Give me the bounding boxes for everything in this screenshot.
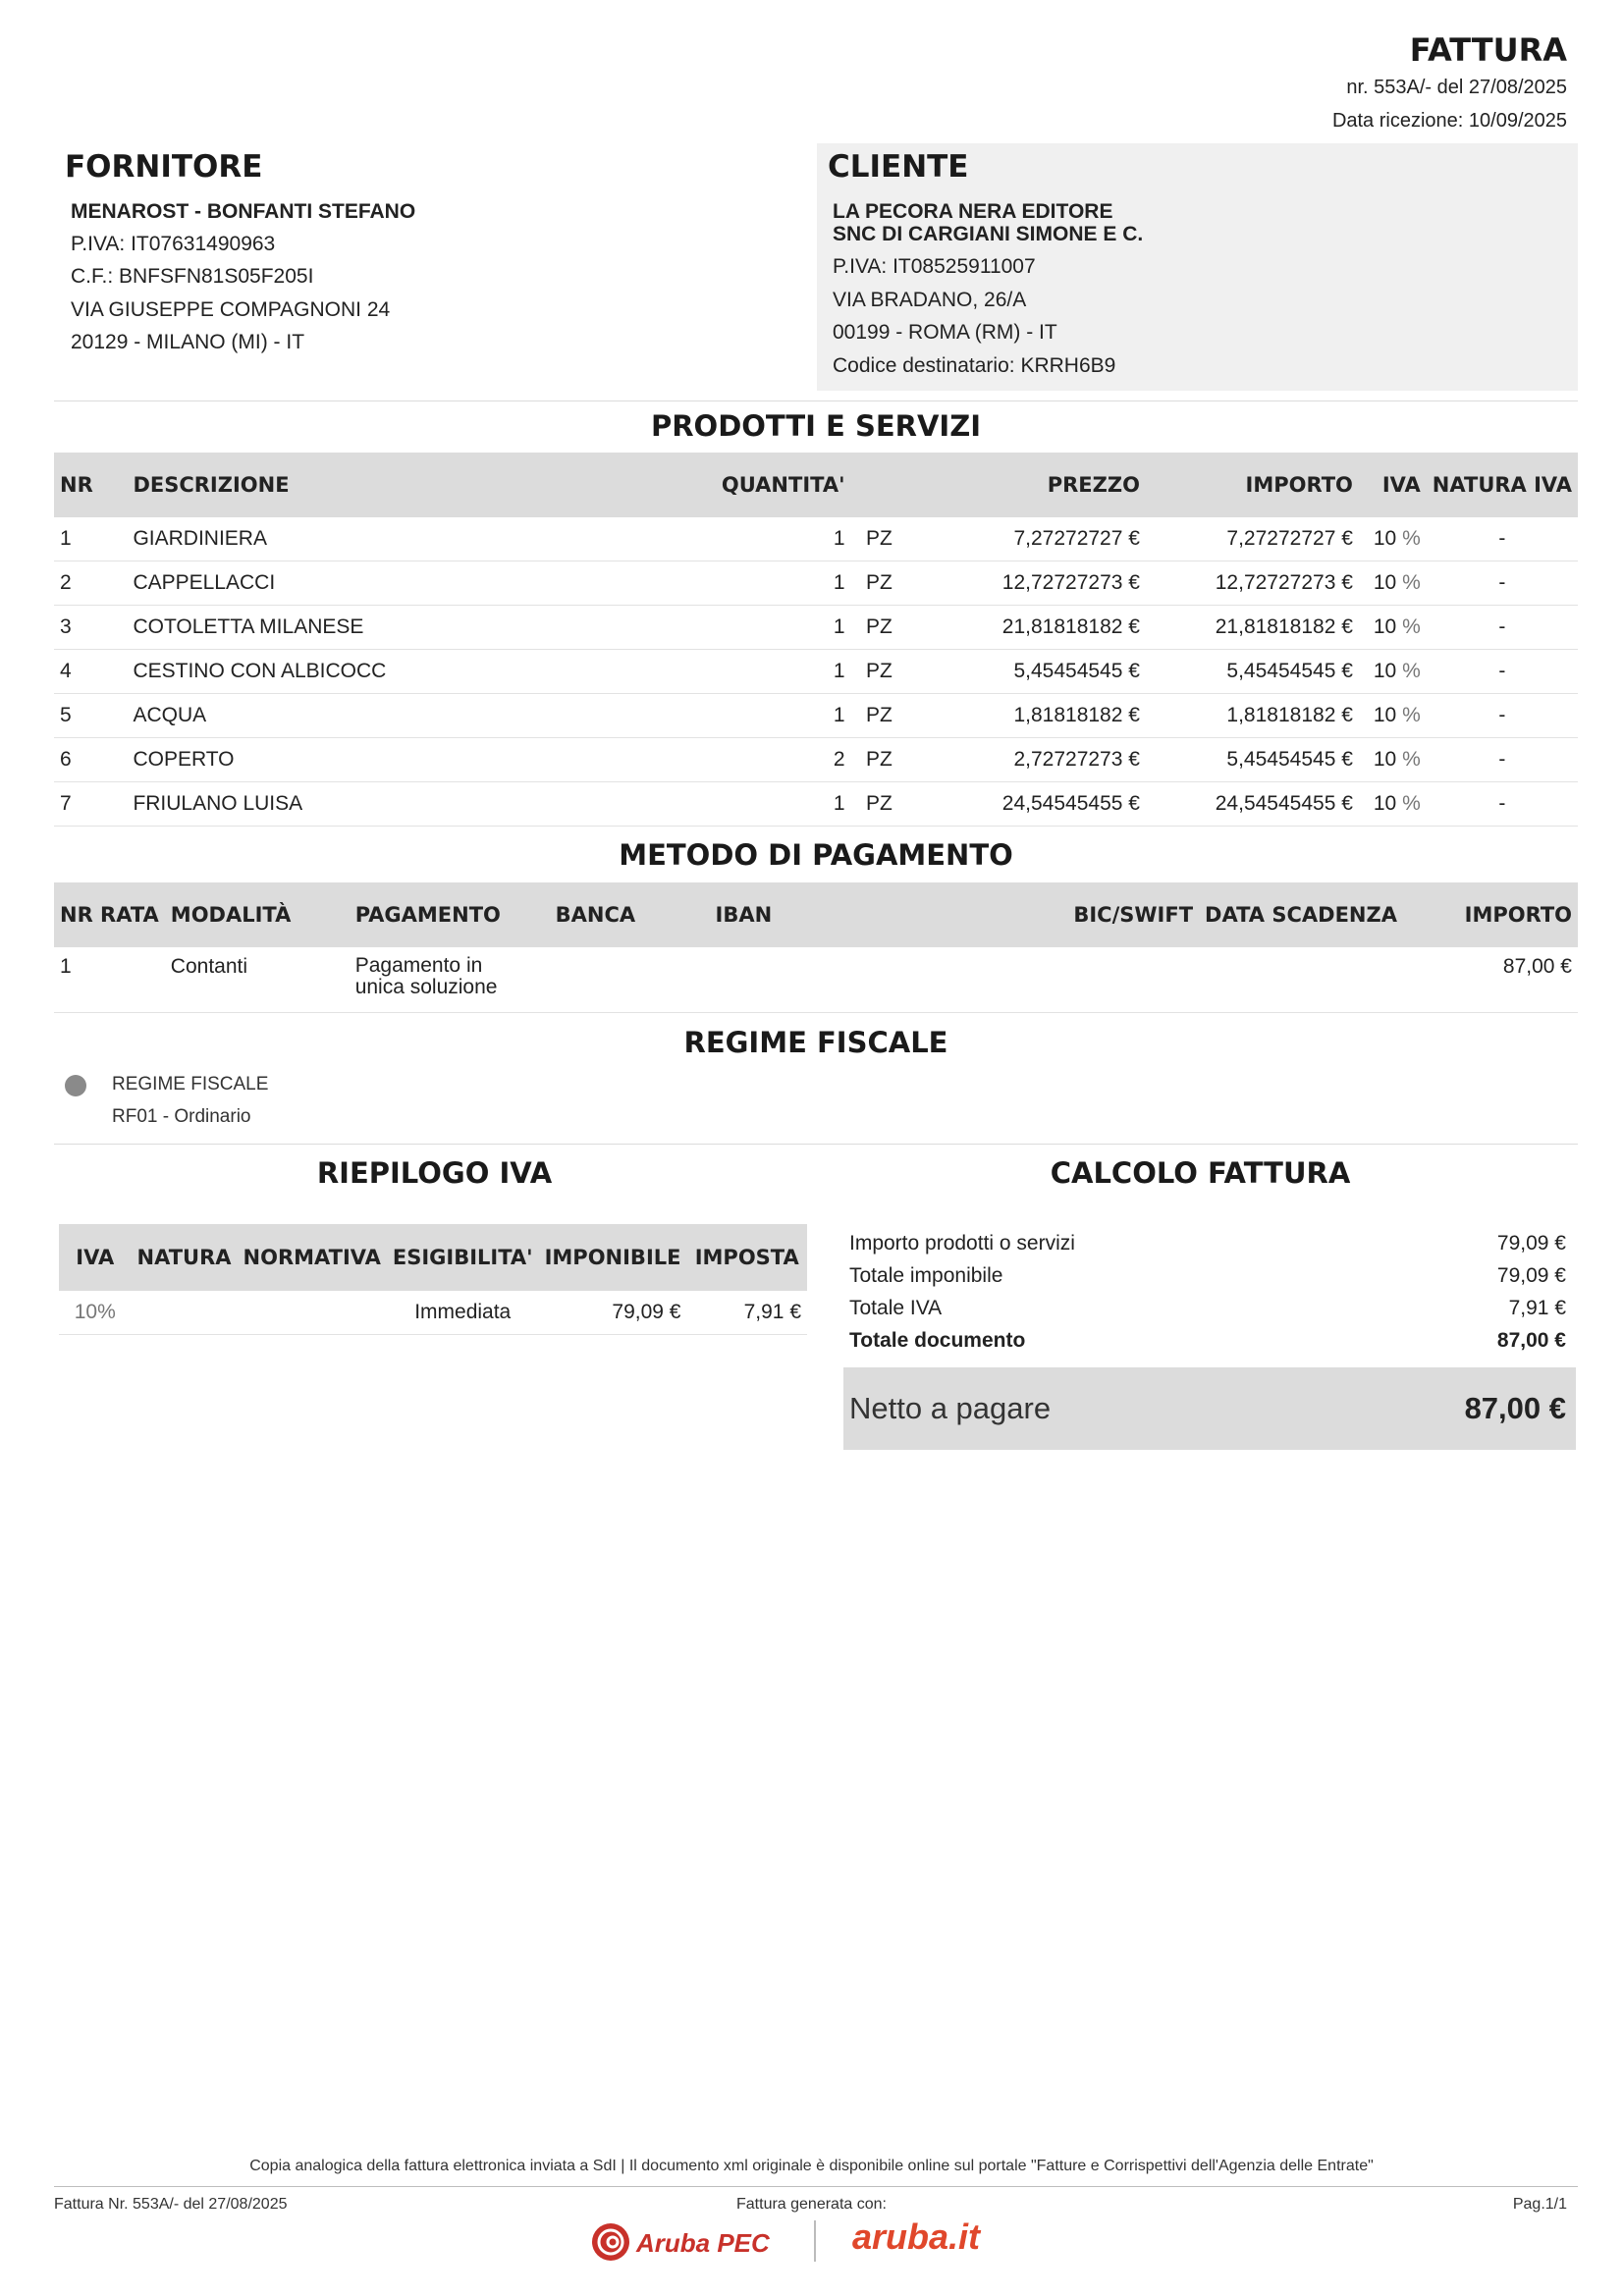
row-iva-value: 10 <box>1373 527 1397 550</box>
calc-row-total <box>849 1329 1566 1353</box>
calc-row-vat <box>849 1297 1566 1320</box>
row-natura: - <box>1427 782 1578 827</box>
row-iva-percent: % <box>1402 704 1421 726</box>
row-quantity: 2 <box>620 738 851 782</box>
row-iva-percent: % <box>1402 615 1421 638</box>
row-iva-value: 10 <box>1373 792 1397 815</box>
row-amount: 5,45454545 € <box>1146 650 1359 694</box>
row-quantity: 1 <box>620 650 851 694</box>
vat-normativa <box>238 1291 387 1335</box>
row-price: 1,81818182 € <box>907 694 1146 738</box>
row-nr: 5 <box>54 694 127 738</box>
regime-title: REGIME FISCALE <box>683 1026 948 1059</box>
client-piva: P.IVA: IT08525911007 <box>833 255 1036 278</box>
col-amount: IMPORTO <box>1146 453 1359 517</box>
page-number: Pag.1/1 <box>1512 2196 1567 2213</box>
row-iva-value: 10 <box>1373 748 1397 771</box>
calc-label: Totale IVA <box>849 1297 943 1319</box>
row-natura: - <box>1427 606 1578 650</box>
row-iva <box>1359 738 1427 782</box>
supplier-piva: P.IVA: IT07631490963 <box>71 233 276 255</box>
col-quantity: QUANTITA' <box>620 453 851 517</box>
calc-value: 7,91 € <box>1508 1297 1566 1319</box>
row-description: GIARDINIERA <box>127 517 619 561</box>
table-row <box>54 517 1578 561</box>
row-nr: 6 <box>54 738 127 782</box>
col-price: PREZZO <box>907 453 1146 517</box>
net-value: 87,00 € <box>1464 1391 1566 1425</box>
col-description: DESCRIZIONE <box>127 453 619 517</box>
row-iva-percent: % <box>1402 527 1421 550</box>
calc-value: 87,00 € <box>1496 1329 1566 1352</box>
row-iva <box>1359 561 1427 606</box>
payment-amount: 87,00 € <box>1419 947 1578 1013</box>
row-nr: 7 <box>54 782 127 827</box>
row-amount: 1,81818182 € <box>1146 694 1359 738</box>
row-natura: - <box>1427 650 1578 694</box>
col-normativa: NORMATIVA <box>238 1224 387 1291</box>
client-dest-code: Codice destinatario: KRRH6B9 <box>833 354 1116 377</box>
arubait-logo: aruba.it <box>852 2216 981 2257</box>
row-iva-value: 10 <box>1373 704 1397 726</box>
client-name-line1: LA PECORA NERA EDITORE <box>833 200 1113 223</box>
table-row <box>54 947 1578 1013</box>
col-imposta: IMPOSTA <box>686 1224 807 1291</box>
document-number: nr. 553A/- del 27/08/2025 <box>1346 77 1567 98</box>
regime-value: RF01 - Ordinario <box>112 1106 251 1127</box>
row-iva-percent: % <box>1402 792 1421 815</box>
payment-nr: 1 <box>54 947 165 1013</box>
products-table <box>54 453 1578 827</box>
col-modalita: MODALITÀ <box>165 882 350 947</box>
row-amount: 5,45454545 € <box>1146 738 1359 782</box>
row-quantity: 1 <box>620 517 851 561</box>
supplier-cf: C.F.: BNFSFN81S05F205I <box>71 265 314 288</box>
row-price: 2,72727273 € <box>907 738 1146 782</box>
vat-imposta: 7,91 € <box>686 1291 807 1335</box>
payment-method-line1: Pagamento in <box>354 954 483 977</box>
row-iva-percent: % <box>1402 660 1421 682</box>
calc-label: Totale documento <box>849 1329 1026 1352</box>
row-iva-value: 10 <box>1373 571 1397 594</box>
payment-title: METODO DI PAGAMENTO <box>619 838 1013 872</box>
row-price: 5,45454545 € <box>907 650 1146 694</box>
row-nr: 3 <box>54 606 127 650</box>
row-natura: - <box>1427 738 1578 782</box>
products-title: PRODOTTI E SERVIZI <box>650 409 982 443</box>
bullet-icon <box>65 1075 86 1096</box>
row-price: 7,27272727 € <box>907 517 1146 561</box>
received-date: Data ricezione: 10/09/2025 <box>1331 110 1567 132</box>
col-unit <box>851 453 908 517</box>
col-banca: BANCA <box>550 882 710 947</box>
row-quantity: 1 <box>620 561 851 606</box>
regime-label: REGIME FISCALE <box>112 1074 269 1095</box>
row-iva-value: 10 <box>1373 615 1397 638</box>
divider <box>54 400 1578 401</box>
row-description: COTOLETTA MILANESE <box>127 606 619 650</box>
supplier-title: FORNITORE <box>65 149 263 185</box>
table-row <box>59 1291 807 1335</box>
row-price: 12,72727273 € <box>907 561 1146 606</box>
vat-header-row <box>59 1224 807 1291</box>
vat-imponibile: 79,09 € <box>539 1291 687 1335</box>
table-row <box>54 561 1578 606</box>
calc-label: Totale imponibile <box>849 1264 1003 1287</box>
col-nr: NR <box>54 453 127 517</box>
row-description: FRIULANO LUISA <box>127 782 619 827</box>
client-city: 00199 - ROMA (RM) - IT <box>833 321 1057 344</box>
arubapec-seal-icon <box>589 2220 632 2264</box>
table-row <box>54 650 1578 694</box>
vat-esigibilita: Immediata <box>387 1291 539 1335</box>
row-amount: 7,27272727 € <box>1146 517 1359 561</box>
row-unit: PZ <box>851 650 908 694</box>
col-natura-iva: NATURA IVA <box>1427 453 1578 517</box>
row-price: 21,81818182 € <box>907 606 1146 650</box>
document-title: FATTURA <box>1409 31 1567 69</box>
col-pagamento: PAGAMENTO <box>350 882 550 947</box>
row-description: ACQUA <box>127 694 619 738</box>
supplier-address: VIA GIUSEPPE COMPAGNONI 24 <box>71 298 391 321</box>
row-iva <box>1359 650 1427 694</box>
row-price: 24,54545455 € <box>907 782 1146 827</box>
calc-title: CALCOLO FATTURA <box>1050 1156 1351 1190</box>
row-nr: 1 <box>54 517 127 561</box>
table-row <box>54 606 1578 650</box>
row-unit: PZ <box>851 517 908 561</box>
products-header-row <box>54 453 1578 517</box>
client-name-line2: SNC DI CARGIANI SIMONE E C. <box>833 223 1144 245</box>
row-iva <box>1359 782 1427 827</box>
footer-note: Copia analogica della fattura elettronica inviata a SdI | Il documento xml originale è disponibile online sul portale "Fatture e Corrispettivi dell'Agenzia delle Entrate" <box>249 2158 1374 2174</box>
row-unit: PZ <box>851 561 908 606</box>
row-description: CAPPELLACCI <box>127 561 619 606</box>
client-address: VIA BRADANO, 26/A <box>833 289 1027 311</box>
row-quantity: 1 <box>620 694 851 738</box>
row-description: CESTINO CON ALBICOCC <box>127 650 619 694</box>
row-natura: - <box>1427 694 1578 738</box>
col-importo: IMPORTO <box>1419 882 1578 947</box>
supplier-city: 20129 - MILANO (MI) - IT <box>71 331 305 353</box>
col-iva: IVA <box>1359 453 1427 517</box>
row-natura: - <box>1427 517 1578 561</box>
row-nr: 4 <box>54 650 127 694</box>
col-iban: IBAN <box>710 882 1063 947</box>
col-natura: NATURA <box>132 1224 238 1291</box>
row-amount: 24,54545455 € <box>1146 782 1359 827</box>
table-row <box>54 694 1578 738</box>
payment-bank <box>550 947 710 1013</box>
row-amount: 21,81818182 € <box>1146 606 1359 650</box>
payment-bic <box>1062 947 1199 1013</box>
row-unit: PZ <box>851 606 908 650</box>
calc-row-products <box>849 1232 1566 1255</box>
row-description: COPERTO <box>127 738 619 782</box>
arubapec-text: Aruba PEC <box>636 2228 770 2258</box>
row-iva <box>1359 606 1427 650</box>
footer-invoice-ref: Fattura Nr. 553A/- del 27/08/2025 <box>54 2196 288 2213</box>
vat-summary-table <box>59 1224 807 1335</box>
row-iva-percent: % <box>1402 571 1421 594</box>
row-quantity: 1 <box>620 606 851 650</box>
row-unit: PZ <box>851 694 908 738</box>
calc-value: 79,09 € <box>1496 1264 1566 1287</box>
net-label: Netto a pagare <box>849 1391 1052 1425</box>
supplier-name: MENAROST - BONFANTI STEFANO <box>71 200 416 223</box>
payment-method <box>350 947 550 1013</box>
vat-summary-title: RIEPILOGO IVA <box>316 1156 553 1190</box>
row-unit: PZ <box>851 738 908 782</box>
col-nr-rata: NR RATA <box>54 882 165 947</box>
payment-iban <box>710 947 1063 1013</box>
row-amount: 12,72727273 € <box>1146 561 1359 606</box>
row-iva-value: 10 <box>1373 660 1397 682</box>
calc-row-taxable <box>849 1264 1566 1288</box>
footer-generated: Fattura generata con: <box>736 2196 887 2213</box>
calc-label: Importo prodotti o servizi <box>849 1232 1075 1255</box>
calc-value: 79,09 € <box>1496 1232 1566 1255</box>
arubapec-logo <box>589 2220 785 2264</box>
table-row <box>54 782 1578 827</box>
payment-mode: Contanti <box>165 947 350 1013</box>
vat-natura <box>132 1291 238 1335</box>
col-imponibile: IMPONIBILE <box>539 1224 687 1291</box>
payment-header-row <box>54 882 1578 947</box>
net-to-pay-panel <box>843 1367 1576 1450</box>
col-iva: IVA <box>59 1224 132 1291</box>
row-nr: 2 <box>54 561 127 606</box>
vat-rate: 10% <box>59 1291 132 1335</box>
col-bic-swift: BIC/SWIFT <box>1062 882 1199 947</box>
payment-table <box>54 882 1578 1013</box>
col-data-scadenza: DATA SCADENZA <box>1199 882 1419 947</box>
row-unit: PZ <box>851 782 908 827</box>
payment-method-line2: unica soluzione <box>354 976 498 998</box>
row-iva <box>1359 517 1427 561</box>
table-row <box>54 738 1578 782</box>
row-natura: - <box>1427 561 1578 606</box>
footer-divider <box>54 2186 1578 2187</box>
row-iva <box>1359 694 1427 738</box>
col-esigibilita: ESIGIBILITA' <box>387 1224 539 1291</box>
divider <box>54 1144 1578 1145</box>
logo-separator <box>814 2220 816 2262</box>
row-quantity: 1 <box>620 782 851 827</box>
client-title: CLIENTE <box>828 149 969 185</box>
row-iva-percent: % <box>1402 748 1421 771</box>
payment-due <box>1199 947 1419 1013</box>
